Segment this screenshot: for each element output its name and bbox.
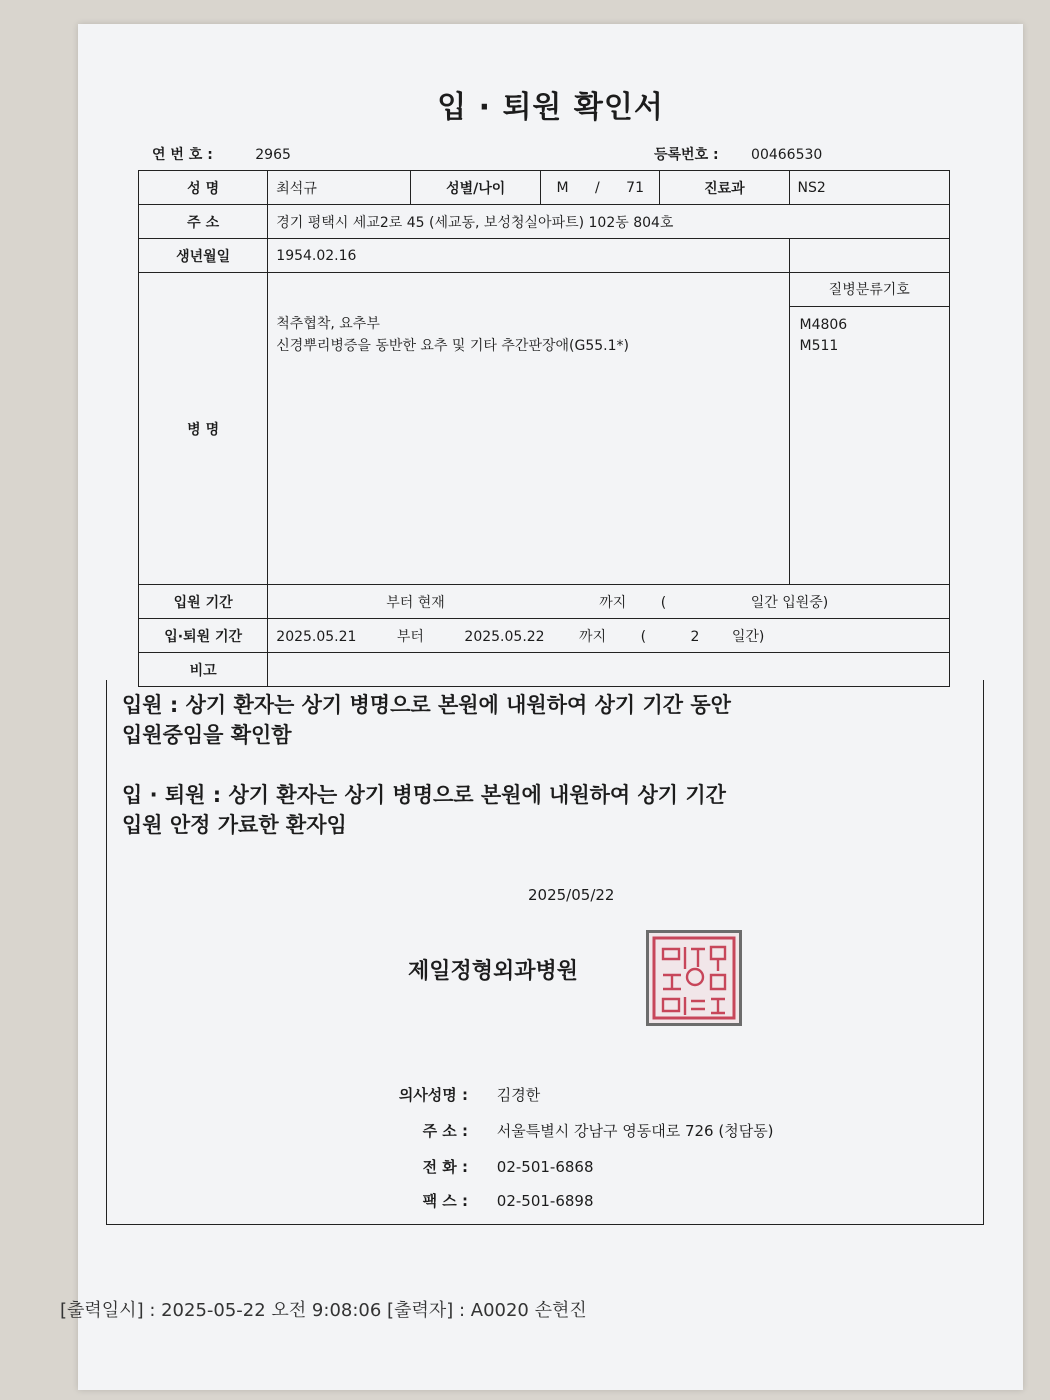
issue-date: 2025/05/22 xyxy=(528,886,615,904)
serial-value: 2965 xyxy=(255,147,291,163)
statement-frame xyxy=(106,680,984,1225)
note-label: 비고 xyxy=(139,653,268,687)
patient-form-table xyxy=(138,170,950,687)
code-list xyxy=(790,307,950,365)
in-out-statement xyxy=(122,780,726,840)
doctor-row xyxy=(348,1084,540,1105)
code-item: M511 xyxy=(799,338,839,354)
row-address xyxy=(139,205,950,239)
code-column xyxy=(789,239,950,585)
diag-line: 척추협착, 요추부 xyxy=(276,316,380,332)
age-value: 71 xyxy=(626,179,644,196)
diag-label: 병 명 xyxy=(139,273,268,585)
serial-label: 연 번 호 : xyxy=(152,147,213,163)
fax-value: 02-501-6898 xyxy=(496,1192,594,1210)
doctor-value: 김경한 xyxy=(496,1086,541,1104)
dob-label: 생년월일 xyxy=(139,239,268,273)
row-name xyxy=(139,171,950,205)
io-end: 2025.05.22 xyxy=(464,628,545,645)
sex-value: M xyxy=(556,179,569,196)
io-to: 까지 xyxy=(579,628,607,645)
io-from: 부터 xyxy=(396,628,424,645)
addr-value: 경기 평택시 세교2로 45 (세교동, 보성청실아파트) 102동 804호 xyxy=(268,205,950,239)
statement-line: 입원 안정 가료한 환자임 xyxy=(122,813,347,837)
document-title: 입 · 퇴원 확인서 xyxy=(437,90,664,125)
statement-line: 입 · 퇴원 : 상기 환자는 상기 병명으로 본원에 내원하여 상기 기간 xyxy=(122,783,726,807)
diag-line: 신경뿌리병증을 동반한 요추 및 기타 추간판장애(G55.1*) xyxy=(276,338,629,354)
code-label: 질병분류기호 xyxy=(790,273,950,307)
admission-statement xyxy=(122,690,731,750)
diag-value xyxy=(268,273,789,585)
phone-row xyxy=(348,1156,594,1177)
adm-from: 부터 현재 xyxy=(386,594,445,611)
registration-number xyxy=(654,144,822,164)
statement-line: 입원 : 상기 환자는 상기 병명으로 본원에 내원하여 상기 기간 동안 xyxy=(122,693,731,717)
io-unit: 일간) xyxy=(731,628,765,645)
dept-label: 진료과 xyxy=(660,171,789,205)
fax-row xyxy=(348,1190,594,1211)
print-footer: [출력일시] : 2025-05-22 오전 9:08:06 [출력자] : A0020 손현진 xyxy=(60,1300,587,1321)
sex-age-label: 성별/나이 xyxy=(411,171,541,205)
io-label: 입·퇴원 기간 xyxy=(139,619,268,653)
io-value xyxy=(268,619,950,653)
hospital-address-value: 서울특별시 강남구 영동대로 726 (청담동) xyxy=(496,1122,774,1140)
io-days: 2 xyxy=(690,628,700,645)
adm-days: 일간 입원중) xyxy=(750,594,829,611)
dept-value: NS2 xyxy=(789,171,950,205)
slash-separator: / xyxy=(595,179,600,196)
doctor-label: 의사성명 : xyxy=(398,1086,468,1104)
hospital-name: 제일정형외과병원 xyxy=(408,959,579,984)
phone-value: 02-501-6868 xyxy=(496,1158,594,1176)
code-spacer xyxy=(790,239,950,273)
row-in-out xyxy=(139,619,950,653)
statement-line: 입원중임을 확인함 xyxy=(122,723,292,747)
seal-graphic xyxy=(651,935,737,1021)
addr-label: 주 소 xyxy=(139,205,268,239)
reg-label: 등록번호 : xyxy=(654,147,719,163)
adm-label: 입원 기간 xyxy=(139,585,268,619)
row-admission xyxy=(139,585,950,619)
row-dob xyxy=(139,239,950,273)
sex-age-value xyxy=(541,171,660,205)
hospital-address-row xyxy=(348,1120,774,1141)
adm-paren: ( xyxy=(660,594,667,611)
reg-value: 00466530 xyxy=(751,147,823,163)
io-start: 2025.05.21 xyxy=(276,628,357,645)
code-item: M4806 xyxy=(799,317,848,333)
adm-to: 까지 xyxy=(599,594,627,611)
name-label: 성 명 xyxy=(139,171,268,205)
serial-number xyxy=(152,144,291,164)
phone-label: 전 화 : xyxy=(422,1158,468,1176)
hospital-address-label: 주 소 : xyxy=(422,1122,468,1140)
io-paren: ( xyxy=(640,628,647,645)
adm-value xyxy=(268,585,950,619)
document-paper xyxy=(78,24,1023,1390)
fax-label: 팩 스 : xyxy=(422,1192,468,1210)
dob-value: 1954.02.16 xyxy=(268,239,789,273)
name-value: 최석규 xyxy=(268,171,411,205)
hospital-seal-icon xyxy=(646,930,742,1026)
